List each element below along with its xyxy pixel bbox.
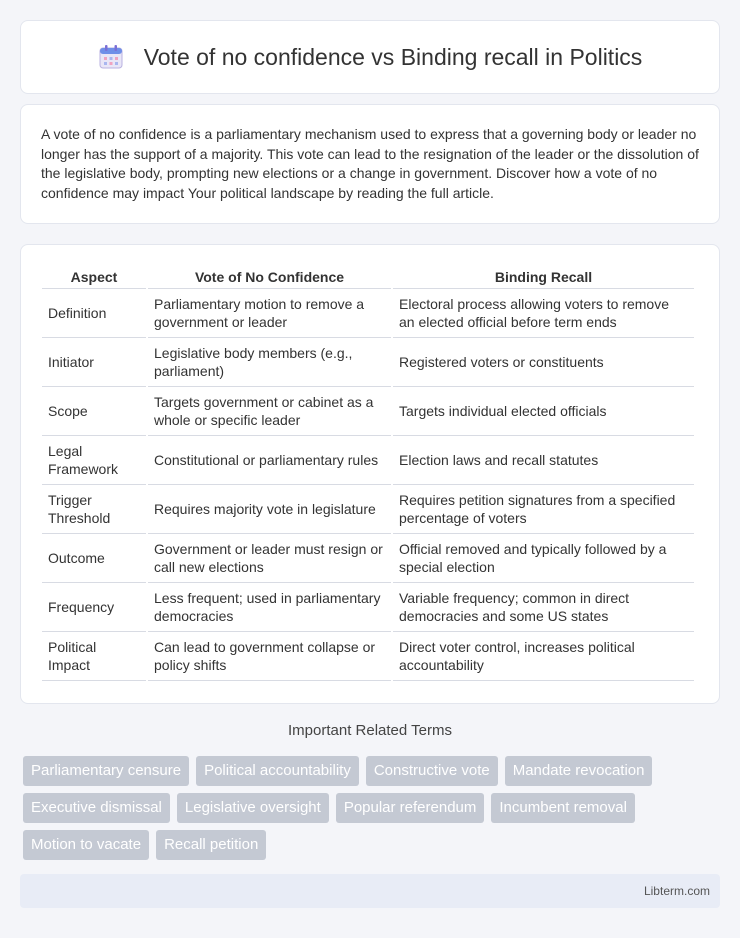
related-term-tag[interactable]: Legislative oversight <box>177 793 329 823</box>
related-term-tag[interactable]: Executive dismissal <box>23 793 170 823</box>
aspect-cell: Political Impact <box>42 632 146 681</box>
related-terms-title: Important Related Terms <box>288 722 452 739</box>
comparison-table <box>40 265 696 681</box>
related-term-tag[interactable]: Constructive vote <box>366 756 498 786</box>
recall-cell: Registered voters or constituents <box>393 338 694 387</box>
comparison-table-card <box>20 244 720 704</box>
related-term-tag[interactable]: Popular referendum <box>336 793 485 823</box>
related-term-tag[interactable]: Motion to vacate <box>23 830 149 860</box>
table-row <box>42 289 694 338</box>
related-term-tag[interactable]: Mandate revocation <box>505 756 653 786</box>
table-row <box>42 485 694 534</box>
aspect-cell: Scope <box>42 387 146 436</box>
table-row <box>42 338 694 387</box>
vote-cell: Targets government or cabinet as a whole or specific leader <box>148 387 391 436</box>
related-term-tag[interactable]: Recall petition <box>156 830 266 860</box>
recall-cell: Official removed and typically followed by a special election <box>393 534 694 583</box>
table-row <box>42 632 694 681</box>
intro-text: A vote of no confidence is a parliamentary mechanism used to express that a governing body or leader no longer has the support of a majority. This vote can lead to the resignation of the leader or the dissolution of the legislative body, prompting new elections or a change in government. Discover how a vote of no confidence may impact Your political landscape by reading the full article. <box>41 126 699 201</box>
related-term-tag[interactable]: Incumbent removal <box>491 793 635 823</box>
aspect-cell: Frequency <box>42 583 146 632</box>
vote-cell: Parliamentary motion to remove a government or leader <box>148 289 391 338</box>
intro-card <box>20 104 720 224</box>
aspect-cell: Outcome <box>42 534 146 583</box>
recall-cell: Electoral process allowing voters to remove an elected official before term ends <box>393 289 694 338</box>
vote-cell: Requires majority vote in legislature <box>148 485 391 534</box>
vote-cell: Can lead to government collapse or policy shifts <box>148 632 391 681</box>
page-title: Vote of no confidence vs Binding recall in Politics <box>143 43 643 70</box>
vote-cell: Less frequent; used in parliamentary democracies <box>148 583 391 632</box>
vote-cell: Constitutional or parliamentary rules <box>148 436 391 485</box>
vote-cell: Legislative body members (e.g., parliament) <box>148 338 391 387</box>
header-vote-of-no-confidence: Vote of No Confidence <box>148 265 391 289</box>
recall-cell: Variable frequency; common in direct democracies and some US states <box>393 583 694 632</box>
header-binding-recall: Binding Recall <box>393 265 694 289</box>
recall-cell: Requires petition signatures from a specified percentage of voters <box>393 485 694 534</box>
calendar-icon <box>98 44 124 70</box>
footer-site-link[interactable]: Libterm.com <box>643 884 710 898</box>
recall-cell: Direct voter control, increases political accountability <box>393 632 694 681</box>
table-header-row <box>42 265 694 289</box>
vote-cell: Government or leader must resign or call new elections <box>148 534 391 583</box>
related-term-tag[interactable]: Parliamentary censure <box>23 756 189 786</box>
aspect-cell: Initiator <box>42 338 146 387</box>
aspect-cell: Definition <box>42 289 146 338</box>
table-row <box>42 387 694 436</box>
table-row <box>42 583 694 632</box>
footer <box>20 874 720 908</box>
table-row <box>42 534 694 583</box>
recall-cell: Election laws and recall statutes <box>393 436 694 485</box>
header-aspect: Aspect <box>42 265 146 289</box>
title-card <box>20 20 720 94</box>
related-term-tag[interactable]: Political accountability <box>196 756 359 786</box>
table-row <box>42 436 694 485</box>
aspect-cell: Trigger Threshold <box>42 485 146 534</box>
recall-cell: Targets individual elected officials <box>393 387 694 436</box>
aspect-cell: Legal Framework <box>42 436 146 485</box>
related-terms-list <box>23 756 723 867</box>
